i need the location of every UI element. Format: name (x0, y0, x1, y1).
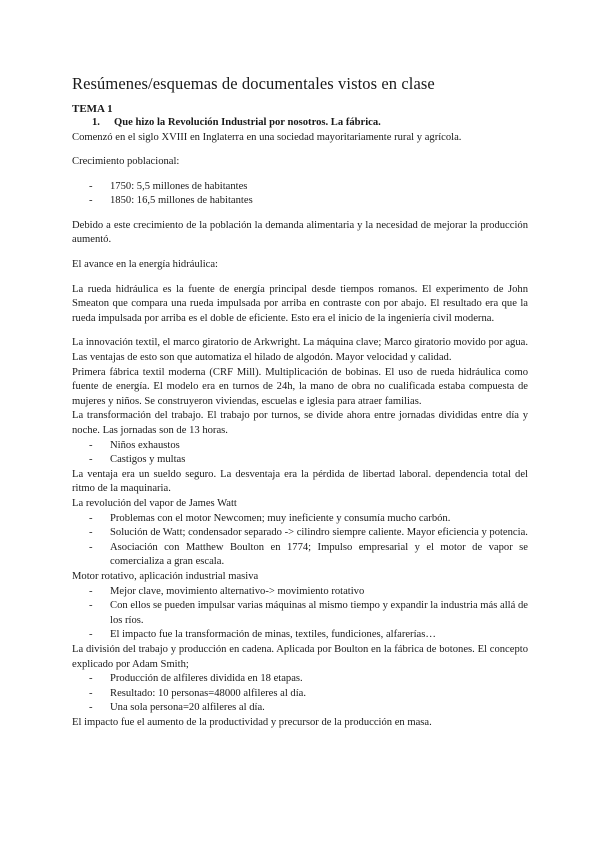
document-title: Resúmenes/esquemas de documentales vistos en clase (72, 74, 435, 93)
list-item: - Problemas con el motor Newcomen; muy ineficiente y consumía mucho carbón. (89, 512, 451, 524)
list-item: - Castigos y multas (89, 454, 186, 466)
first-factory-paragraph: Primera fábrica textil moderna (CRF Mill). Multiplicación de bobinas. El uso de rueda hidráulica como fuente de energía. El modelo era en turnos de 24h, la mano de obra no cualificada estaba compuesta de mujeres y niños. Se construyeron viviendas, escuelas e iglesia para atraer familias. (72, 366, 528, 407)
population-growth-label: Crecimiento poblacional: (72, 156, 180, 168)
list-item: - Mejor clave, movimiento alternativo-> movimiento rotativo (89, 585, 365, 597)
list-item: - Con ellos se pueden impulsar varias máquinas al mismo tiempo y expandir la industria más allá de los ríos. (89, 600, 528, 626)
waterwheel-paragraph: La rueda hidráulica es la fuente de energía principal desde tiempos romanos. El experimento de John Smeaton que compara una rueda impulsada por arriba en contraste con por abajo. El resultado era que la rueda impulsada por arriba es el doble de eficiente. Esto era el inicio de la ingeniería civil moderna. (72, 283, 528, 324)
list-item: - 1750: 5,5 millones de habitantes (89, 180, 248, 192)
demand-paragraph: Debido a este crecimiento de la población la demanda alimentaria y la necesidad de mejorar la producción aumentó. (72, 219, 528, 246)
list-item: - Una sola persona=20 alfileres al día. (89, 702, 265, 714)
impact-paragraph: El impacto fue el aumento de la productividad y precursor de la producción en masa. (72, 716, 432, 728)
list-item: - Solución de Watt; condensador separado -> cilindro siempre caliente. Mayor eficiencia y potencia. (89, 527, 528, 539)
list-item: - Asociación con Matthew Boulton en 1774; Impulso empresarial y el motor de vapor se comercializa a gran escala. (89, 541, 528, 568)
section-heading-text: Que hizo la Revolución Industrial por nosotros. La fábrica. (114, 117, 381, 128)
list-item: - 1850: 16,5 millones de habitantes (89, 195, 253, 207)
list-item: - Producción de alfileres dividida en 18 etapas. (89, 673, 303, 685)
textile-paragraph: La innovación textil, el marco giratorio de Arkwright. La máquina clave; Marco giratorio movido por agua. Las ventajas de esto son que automatiza el hilado de algodón. Mayor velocidad y calidad. (72, 337, 528, 364)
tema-heading: TEMA 1 (72, 103, 113, 115)
section-heading (72, 116, 528, 131)
watt-list (72, 512, 528, 570)
intro-paragraph: Comenzó en el siglo XVIII en Inglaterra en una sociedad mayoritariamente rural y agrícola. (72, 131, 462, 143)
list-item: - El impacto fue la transformación de minas, textiles, fundiciones, alfarerías… (89, 629, 436, 641)
watt-heading: La revolución del vapor de James Watt (72, 497, 237, 509)
list-item: - Resultado: 10 personas=48000 alfileres al día. (89, 687, 307, 699)
hydraulic-label: El avance en la energía hidráulica: (72, 259, 218, 271)
work-transformation-paragraph: La transformación del trabajo. El trabajo por turnos, se divide ahora entre jornadas divididas entre día y noche. Las jornadas son de 13 horas. (72, 410, 528, 436)
work-conditions-list (72, 439, 528, 468)
rotary-motor-heading: Motor rotativo, aplicación industrial masiva (72, 570, 259, 582)
division-of-labor-paragraph: La división del trabajo y producción en cadena. Aplicada por Boulton en la fábrica de botones. El concepto explicado por Adam Smith; (72, 643, 528, 670)
list-item: - Niños exhaustos (89, 439, 180, 451)
smith-list (72, 672, 528, 716)
population-list (72, 180, 528, 209)
rotary-motor-list (72, 585, 528, 643)
advantage-paragraph: La ventaja era un sueldo seguro. La desventaja era la pérdida de libertad laboral. dependencia total del ritmo de la maquinaria. (72, 468, 528, 495)
section-number: 1. (92, 117, 100, 128)
